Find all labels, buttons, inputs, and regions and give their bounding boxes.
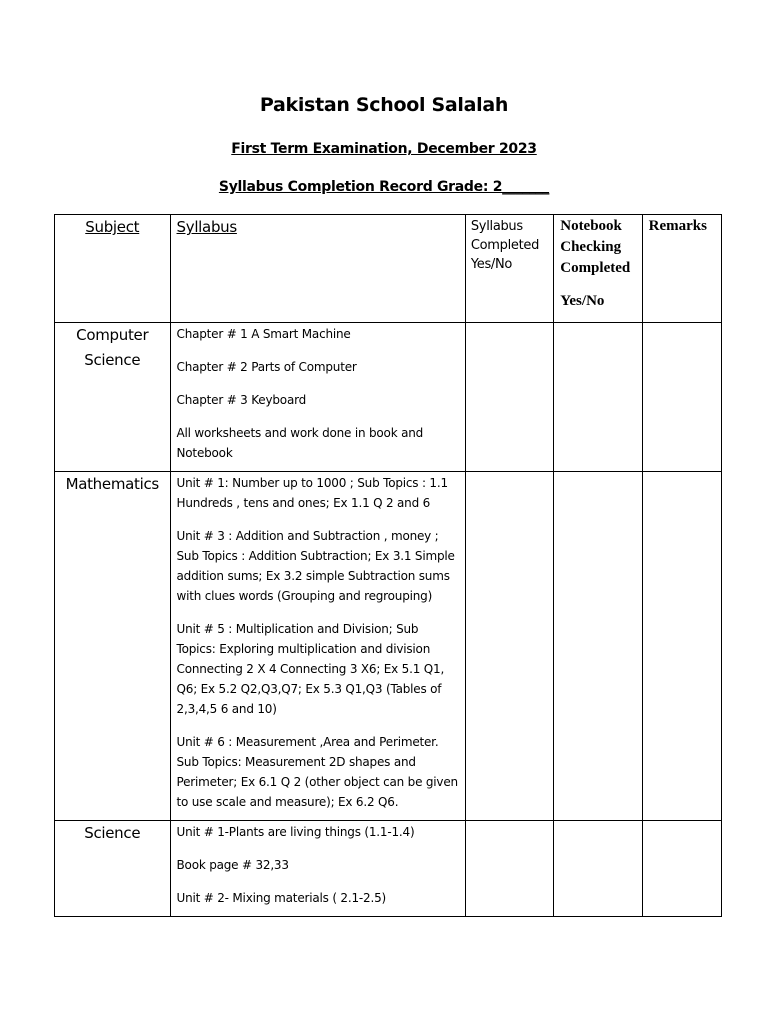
- header-notebook-cell: [554, 215, 642, 323]
- syllabus-cell: [170, 472, 465, 821]
- header-notebook-line: Checking: [560, 239, 622, 255]
- header-completed-line: Syllabus: [470, 219, 523, 234]
- completed-cell: [465, 821, 553, 917]
- syllabus-items: [171, 821, 465, 916]
- remarks-cell: [642, 821, 721, 917]
- list-item: Unit # 2- Mixing materials ( 2.1-2.5): [176, 891, 386, 905]
- school-name: Pakistan School Salalah: [259, 94, 509, 116]
- completed-cell: [465, 323, 553, 472]
- subject-line: Science: [84, 351, 141, 369]
- header-completed-cell: [465, 215, 553, 323]
- syllabus-items: [171, 472, 465, 820]
- record-title: Syllabus Completion Record Grade: 2_______: [218, 179, 550, 195]
- header-remarks-cell: [642, 215, 721, 323]
- header-notebook: [554, 215, 641, 312]
- header-notebook-line: Yes/No: [560, 293, 605, 309]
- header-notebook-line: Notebook: [560, 218, 622, 234]
- list-item: Chapter # 3 Keyboard: [176, 393, 307, 407]
- list-item: Unit # 5 : Multiplication and Division; Sub Topics: Exploring multiplication and division Connecting 2 X 4 Connecting 3 X6; Ex 5.1 Q1, Q6; Ex 5.2 Q2,Q3,Q7; Ex 5.3 Q1,Q3 (Tables of 2,3,4,5 6 and 10): [176, 622, 445, 716]
- list-item: Unit # 1-Plants are living things (1.1-1.4): [176, 825, 415, 839]
- list-item: Unit # 1: Number up to 1000 ; Sub Topics : 1.1 Hundreds , tens and ones; Ex 1.1 Q 2 and 6: [176, 476, 448, 510]
- subject-line: Computer: [76, 326, 149, 344]
- subject-name: Mathematics: [65, 475, 159, 493]
- table-row: [55, 821, 722, 917]
- list-item: Book page # 32,33: [176, 858, 289, 872]
- header-subject: Subject: [85, 218, 140, 236]
- subject-name: [55, 323, 170, 373]
- subject-name: Science: [84, 824, 141, 842]
- header-completed-line: Completed: [470, 238, 540, 253]
- remarks-cell: [642, 323, 721, 472]
- syllabus-cell: [170, 821, 465, 917]
- syllabus-cell: [170, 323, 465, 472]
- list-item: Unit # 6 : Measurement ,Area and Perimeter. Sub Topics: Measurement 2D shapes and Perimeter; Ex 6.1 Q 2 (other object can be given to use scale and measure); Ex 6.2 Q6.: [176, 735, 458, 809]
- header-subject-cell: [55, 215, 171, 323]
- header-remarks: Remarks: [648, 218, 707, 234]
- list-item: Chapter # 2 Parts of Computer: [176, 360, 357, 374]
- header-notebook-line: Completed: [560, 260, 631, 276]
- exam-title: First Term Examination, December 2023: [231, 141, 537, 157]
- subject-cell: [55, 472, 171, 821]
- subject-cell: [55, 323, 171, 472]
- header-syllabus-cell: [170, 215, 465, 323]
- table-header-row: [55, 215, 722, 323]
- list-item: All worksheets and work done in book and Notebook: [176, 426, 424, 460]
- header-completed-line: Yes/No: [470, 257, 513, 272]
- completed-cell: [465, 472, 553, 821]
- header-syllabus: Syllabus: [176, 218, 237, 236]
- syllabus-items: [171, 323, 465, 471]
- notebook-cell: [554, 472, 642, 821]
- syllabus-table: [54, 214, 722, 917]
- notebook-cell: [554, 821, 642, 917]
- list-item: Unit # 3 : Addition and Subtraction , money ; Sub Topics : Addition Subtraction; Ex 3.1 Simple addition sums; Ex 3.2 simple Subtraction sums with clues words (Grouping and regrouping): [176, 529, 455, 603]
- header-completed: [466, 215, 553, 274]
- subject-cell: [55, 821, 171, 917]
- table-row: [55, 323, 722, 472]
- table-row: [55, 472, 722, 821]
- remarks-cell: [642, 472, 721, 821]
- list-item: Chapter # 1 A Smart Machine: [176, 327, 351, 341]
- notebook-cell: [554, 323, 642, 472]
